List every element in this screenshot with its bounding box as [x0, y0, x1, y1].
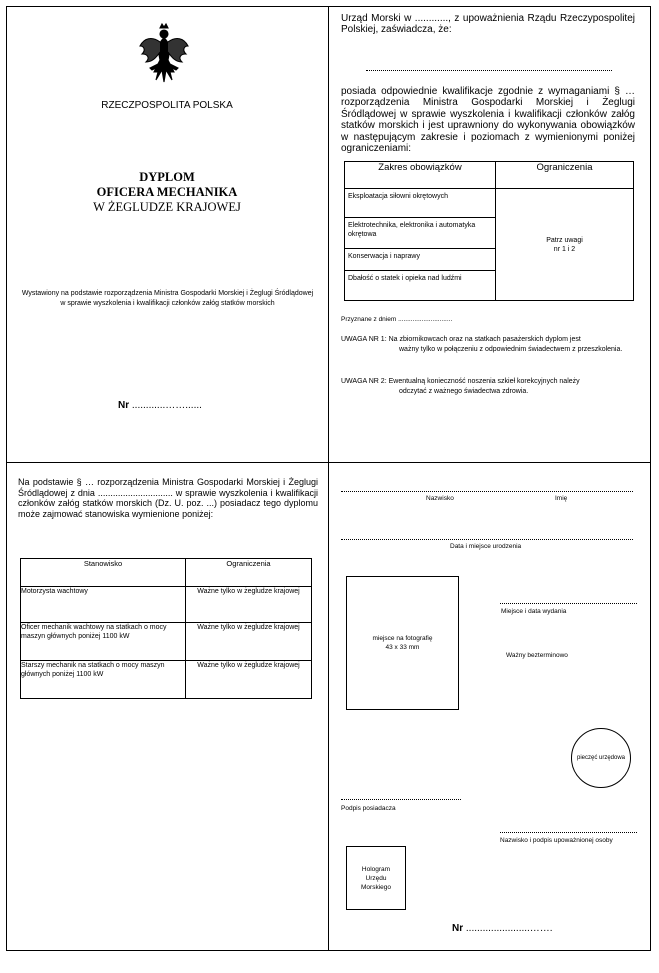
- note1-text: Na zbiornikowcach oraz na statkach pasażerskich dyplom jest: [388, 336, 581, 343]
- col-restrictions: Ograniczenia: [496, 162, 634, 189]
- validity-label: Ważny bezterminowo: [506, 652, 568, 659]
- diploma-number-back: [452, 923, 553, 934]
- positions-intro: Na podstawie § … rozporządzenia Ministra Gospodarki Morskiej i Żeglugi Śródlądowej z dnia .............................. w sprawie wyszkolenia i kwalifikacji członków załóg statków morskich (Dz. U. poz. ...) posiadacz tego dyplomu może zajmować stanowiska wymienione poniżej:: [18, 477, 318, 519]
- restriction-line2: nr 1 i 2: [553, 245, 576, 253]
- restriction-cell: Ważne tylko w żegludze krajowej: [186, 623, 312, 661]
- photo-label-line2: 43 x 33 mm: [385, 644, 420, 651]
- issue-place-date-label: Miejsce i data wydania: [501, 608, 567, 615]
- position-cell: Motorzysta wachtowy: [21, 587, 186, 623]
- maritime-office-intro: Urząd Morski w ............, z upoważnienia Rządu Rzeczypospolitej Polskiej, zaświadcza, że:: [341, 13, 635, 36]
- table-row: Dbałość o statek i opieka nad ludźmi: [345, 271, 496, 301]
- table-row: Elektrotechnika, elektronika i automatyka okrętowa: [345, 218, 496, 249]
- issue-place-line: [500, 603, 637, 604]
- nr-label: Nr: [118, 400, 130, 411]
- first-name-label: Imię: [555, 495, 568, 502]
- holder-signature-label: Podpis posiadacza: [341, 805, 396, 812]
- horizontal-fold-line: [6, 462, 651, 463]
- diploma-title-line2: OFICERA MECHANIKA: [96, 185, 238, 199]
- eagle-emblem-icon: [136, 22, 192, 86]
- restriction-line1: Patrz uwagi: [546, 236, 583, 244]
- restriction-cell: Ważne tylko w żegludze krajowej: [186, 587, 312, 623]
- birth-label: Data i miejsce urodzenia: [450, 543, 522, 550]
- country-name: RZECZPOSPOLITA POLSKA: [101, 100, 233, 111]
- col-restrictions: Ograniczenia: [186, 559, 312, 587]
- table-row: [21, 661, 312, 699]
- restriction-cell: Ważne tylko w żegludze krajowej: [186, 661, 312, 699]
- col-position: Stanowisko: [21, 559, 186, 587]
- note1-label: UWAGA NR 1:: [341, 336, 387, 343]
- note2-text: Ewentualną konieczność noszenia szkieł korekcyjnych należy: [388, 378, 580, 385]
- duties-table: [344, 161, 634, 301]
- note2-label: UWAGA NR 2:: [341, 378, 387, 385]
- diploma-title-line1: DYPLOM: [139, 170, 195, 184]
- name-line: [341, 491, 633, 492]
- photo-label-line1: miejsce na fotografię: [372, 635, 433, 642]
- nr-label: Nr: [452, 923, 464, 934]
- table-row: Konserwacja i naprawy: [345, 249, 496, 271]
- hologram-placeholder: [346, 846, 406, 910]
- diploma-number-front: [118, 400, 202, 411]
- positions-table: [20, 558, 312, 699]
- table-row: Eksploatacja siłowni okrętowych: [345, 189, 496, 218]
- note-1: [341, 335, 631, 354]
- restriction-cell: [496, 189, 634, 301]
- holder-signature-line: [341, 799, 461, 800]
- authorized-signature-line: [500, 832, 637, 833]
- seal-label: pieczęć urzędowa: [576, 755, 626, 761]
- note1-continuation: ważny tylko w połączeniu z odpowiednim świadectwem z przeszkolenia.: [399, 345, 623, 353]
- diploma-title-line3: W ŻEGLUDZE KRAJOWEJ: [93, 200, 241, 214]
- position-cell: Starszy mechanik na statkach o mocy maszyn głównych poniżej 1100 kW: [21, 661, 186, 699]
- hologram-line3: Morskiego: [361, 883, 391, 891]
- table-row: [21, 587, 312, 623]
- nr-dots: .......................…….: [465, 923, 553, 934]
- position-cell: Oficer mechanik wachtowy na statkach o mocy maszyn głównych poniżej 1100 kW: [21, 623, 186, 661]
- nr-dots: ............……......: [131, 400, 202, 411]
- holder-name-line: [366, 70, 612, 71]
- issued-basis-text: Wystawiony na podstawie rozporządzenia Ministra Gospodarki Morskiej i Żeglugi Śródlądowej w sprawie wyszkolenia i kwalifikacji członków załóg statków morskich: [21, 290, 314, 307]
- birth-line: [341, 539, 633, 540]
- col-duties: Zakres obowiązków: [345, 162, 496, 189]
- table-row: [21, 623, 312, 661]
- qualifications-body: posiada odpowiednie kwalifikacje zgodnie z wymaganiami § … rozporządzenia Ministra Gospodarki Morskiej i Żeglugi Śródlądowej w sprawie wyszkolenia i kwalifikacji członków załóg statków morskich i jest uprawniony do wykonywania obowiązków w następującym zakresie i poziomach z wymienionymi poniżej ograniczeniami:: [341, 86, 635, 155]
- official-seal-placeholder: [571, 728, 631, 788]
- surname-label: Nazwisko: [426, 495, 454, 502]
- hologram-line2: Urzędu: [365, 874, 387, 882]
- hologram-line1: Hologram: [361, 865, 391, 873]
- photo-placeholder: [346, 576, 459, 710]
- authorized-signature-label: Nazwisko i podpis upoważnionej osoby: [500, 837, 613, 844]
- note-2: [341, 377, 631, 396]
- recognized-date: Przyznane z dniem ..............................: [341, 316, 453, 323]
- note2-continuation: odczytać z ważnego świadectwa zdrowia.: [399, 387, 529, 395]
- vertical-fold-line: [328, 6, 329, 951]
